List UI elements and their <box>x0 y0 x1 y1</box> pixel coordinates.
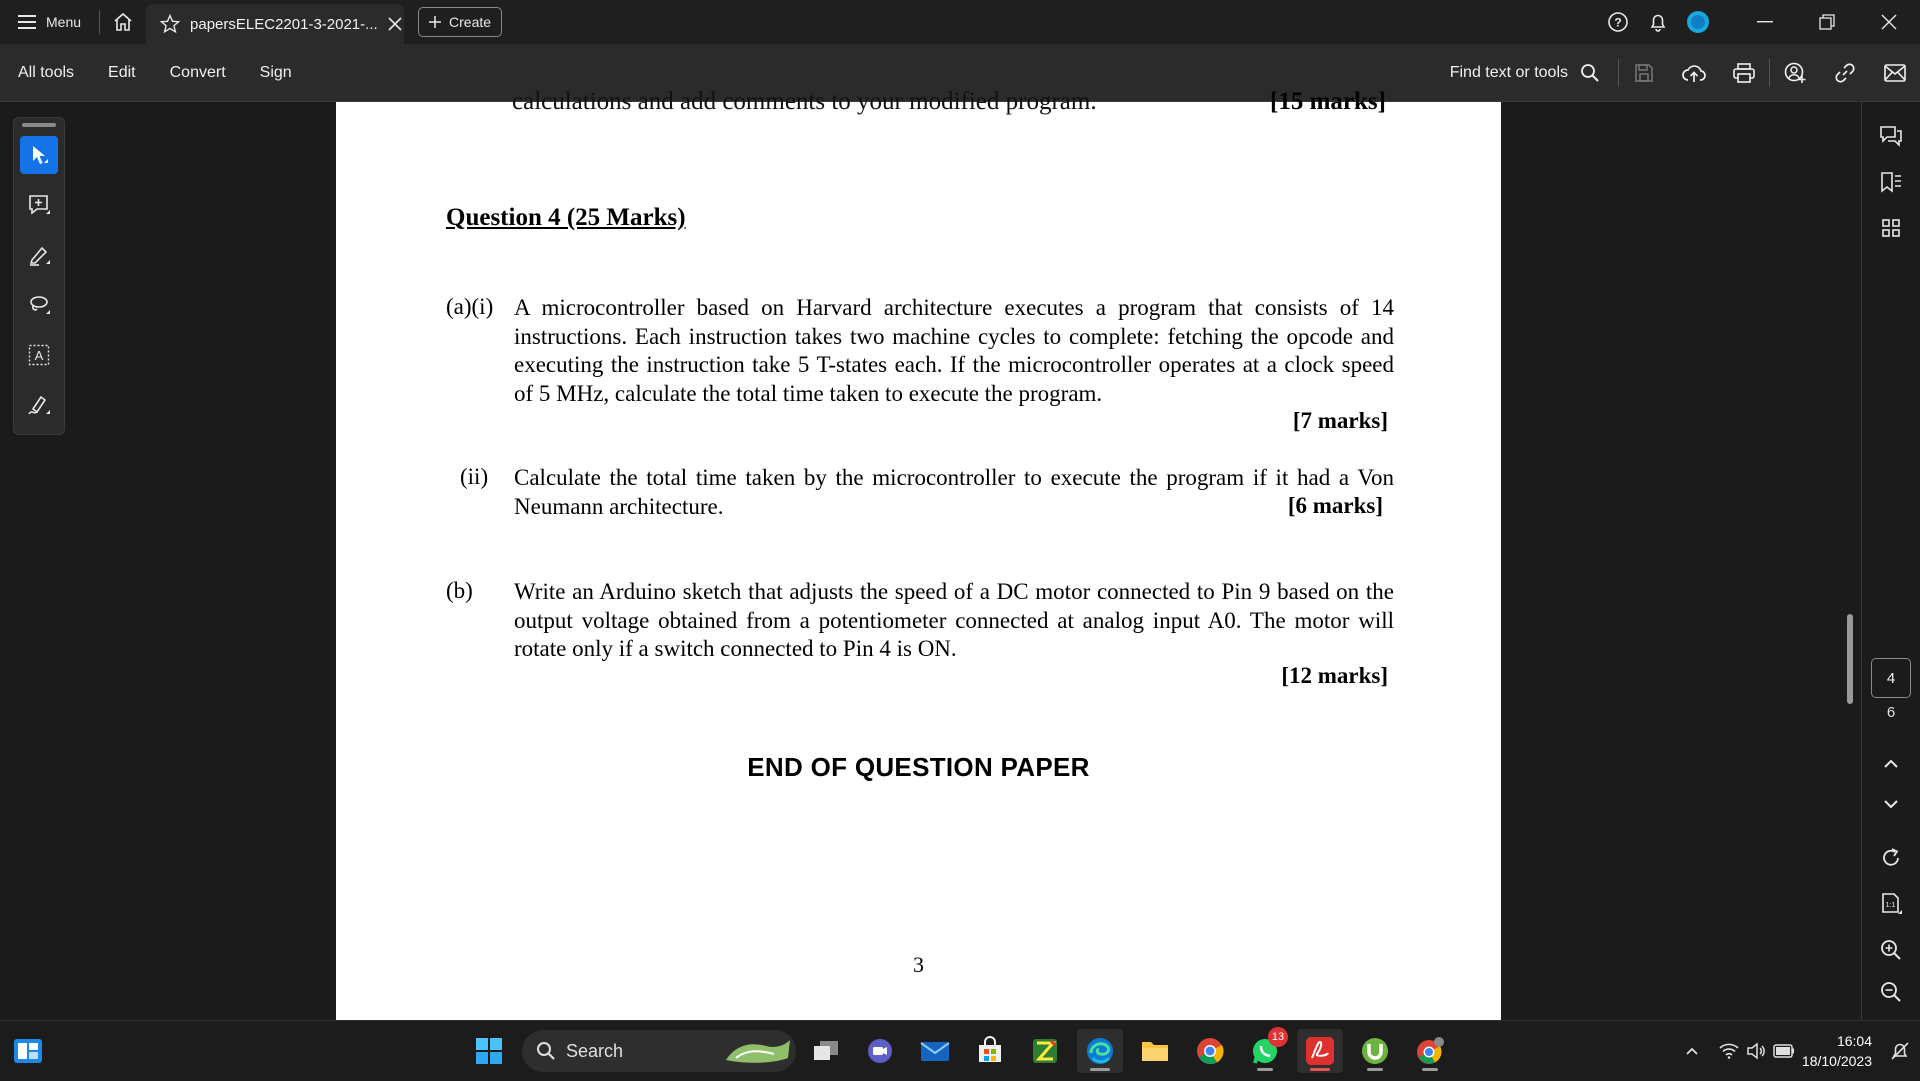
star-icon[interactable] <box>160 14 180 34</box>
printer-icon <box>1733 63 1755 83</box>
rotate-icon <box>1880 847 1902 869</box>
next-page-button[interactable] <box>1871 784 1911 824</box>
quick-tools-panel <box>13 117 65 435</box>
battery-icon <box>1773 1044 1795 1058</box>
page-fit-icon <box>1879 892 1903 916</box>
comments-icon <box>1879 125 1903 147</box>
upload-button[interactable] <box>1669 44 1719 102</box>
title-bar <box>0 0 1920 44</box>
date: 18/10/2023 <box>1801 1053 1872 1069</box>
add-comment-tool[interactable] <box>20 186 58 224</box>
end-of-paper-heading: END OF QUESTION PAPER <box>747 752 1090 782</box>
minimize-icon <box>1757 21 1773 23</box>
part-a-ii-marks: [6 marks] <box>1287 493 1383 518</box>
add-user-icon <box>1784 62 1806 84</box>
part-a-ii-text: Calculate the total time taken by the microcontroller to execute the program if it had a Von Neumann architecture. <box>514 465 1394 519</box>
search-highlight-icon <box>722 1036 792 1066</box>
toolbar-right <box>1450 44 1920 102</box>
mail-app-button[interactable] <box>912 1029 958 1073</box>
lasso-icon <box>27 293 51 317</box>
mail-app-icon <box>920 1039 950 1063</box>
edge-app-button[interactable] <box>1077 1029 1123 1073</box>
comment-add-icon <box>27 193 51 217</box>
volume-icon <box>1747 1043 1765 1059</box>
text-box-icon <box>27 343 51 367</box>
utorrent-icon <box>1360 1036 1390 1066</box>
highlight-tool[interactable] <box>20 236 58 274</box>
system-tray <box>1672 1021 1920 1081</box>
zoom-in-icon <box>1880 939 1902 961</box>
start-button[interactable] <box>466 1029 512 1073</box>
acrobat-icon <box>1305 1036 1335 1066</box>
notifications-button[interactable] <box>1638 0 1678 44</box>
cloud-upload-icon <box>1682 63 1706 83</box>
acrobat-app-button[interactable] <box>1297 1029 1343 1073</box>
search-label: Search <box>566 1040 624 1061</box>
search-icon <box>1580 63 1600 83</box>
document-tab[interactable] <box>146 4 404 44</box>
menu-button[interactable] <box>0 0 99 44</box>
search-icon <box>536 1041 556 1061</box>
avatar-icon <box>1686 10 1710 34</box>
wifi-icon <box>1719 1043 1739 1059</box>
find-tools-button[interactable] <box>1450 63 1618 83</box>
rotate-button[interactable] <box>1871 838 1911 878</box>
utorrent-app-button[interactable] <box>1352 1029 1398 1073</box>
task-view-icon <box>813 1040 839 1062</box>
mail-icon <box>1884 64 1906 82</box>
comments-panel-button[interactable] <box>1871 116 1911 156</box>
close-icon <box>1881 14 1897 30</box>
home-icon <box>113 12 133 32</box>
zip-app-icon <box>1031 1037 1059 1065</box>
store-app-button[interactable] <box>967 1029 1013 1073</box>
grid-icon <box>1881 218 1901 238</box>
chat-icon <box>866 1038 894 1064</box>
part-a-ii-label: (ii) <box>460 464 489 489</box>
teams-chat-button[interactable] <box>857 1029 903 1073</box>
home-button[interactable] <box>100 0 146 44</box>
cursor-icon <box>29 144 49 166</box>
zoom-out-icon <box>1880 981 1902 1003</box>
pdf-page <box>336 88 1501 1020</box>
hamburger-icon <box>18 15 36 29</box>
share-user-button[interactable] <box>1770 44 1820 102</box>
create-button[interactable] <box>418 7 502 37</box>
whatsapp-app-button[interactable] <box>1242 1029 1288 1073</box>
restore-button[interactable] <box>1796 0 1858 44</box>
sign-tool[interactable] <box>20 386 58 424</box>
svg-text:1:1: 1:1 <box>1885 902 1896 909</box>
chrome-icon <box>1415 1036 1445 1066</box>
chevron-up-icon <box>1685 1047 1699 1056</box>
edge-icon <box>1085 1036 1115 1066</box>
time: 16:04 <box>1836 1033 1872 1049</box>
title-bar-right <box>1598 0 1920 44</box>
menu-label: Menu <box>46 14 82 30</box>
part-a-i-label: (a)(i) <box>446 294 494 319</box>
bookmark-list-icon <box>1879 171 1903 193</box>
chevron-up-icon <box>1883 759 1899 769</box>
link-icon <box>1834 62 1856 84</box>
question-title: Question 4 (25 Marks) <box>446 204 686 231</box>
svg-text:A: A <box>34 348 44 363</box>
find-label: Find text or tools <box>1449 64 1568 81</box>
previous-question-tail: calculations and add comments to your modified program. <box>512 88 1097 115</box>
menu-convert[interactable]: Convert <box>169 63 226 81</box>
running-indicator <box>1090 1068 1110 1071</box>
email-button[interactable] <box>1870 44 1920 102</box>
chrome-app-button[interactable] <box>1187 1029 1233 1073</box>
minimize-button[interactable] <box>1734 0 1796 44</box>
current-page-field[interactable]: 4 <box>1871 658 1911 698</box>
clock[interactable] <box>1802 1031 1880 1071</box>
select-tool[interactable] <box>20 136 58 174</box>
menu-all-tools[interactable]: All tools <box>18 63 75 81</box>
unread-badge: 13 <box>1268 1027 1288 1047</box>
draw-tool[interactable] <box>20 286 58 324</box>
previous-page-button[interactable] <box>1871 744 1911 784</box>
close-tab-icon[interactable] <box>388 17 402 31</box>
menu-edit[interactable]: Edit <box>108 63 136 81</box>
quick-settings-button[interactable] <box>1712 1029 1802 1073</box>
part-b-label: (b) <box>446 578 473 603</box>
widgets-button[interactable] <box>5 1029 51 1073</box>
widgets-icon <box>13 1038 43 1064</box>
part-b-marks: [12 marks] <box>1281 663 1388 688</box>
signature-pen-icon <box>27 393 51 417</box>
document-area <box>0 88 1920 1020</box>
bell-icon <box>1647 11 1669 33</box>
svg-text:?: ? <box>1614 15 1622 30</box>
thumbnails-panel-button[interactable] <box>1871 208 1911 248</box>
panel-grip[interactable] <box>22 123 56 127</box>
link-button[interactable] <box>1820 44 1870 102</box>
help-icon <box>1607 11 1629 33</box>
running-indicator <box>1367 1068 1383 1071</box>
winrar-app-button[interactable] <box>1022 1029 1068 1073</box>
task-view-button[interactable] <box>803 1029 849 1073</box>
fit-page-button[interactable] <box>1871 884 1911 924</box>
taskbar-search[interactable] <box>522 1030 796 1072</box>
chrome-profile-button[interactable] <box>1407 1029 1453 1073</box>
windows-logo-icon <box>475 1037 503 1065</box>
bookmarks-panel-button[interactable] <box>1871 162 1911 202</box>
zoom-in-button[interactable] <box>1871 930 1911 970</box>
windows-taskbar <box>0 1020 1920 1080</box>
close-window-button[interactable] <box>1858 0 1920 44</box>
part-b-text: Write an Arduino sketch that adjusts the speed of a DC motor connected to Pin 9 based on the output voltage obtained from a potentiometer connected at analog input A0. The motor will rotate only if a switch connected to Pin 4 is ON. <box>514 579 1394 661</box>
running-indicator <box>1422 1068 1438 1071</box>
vertical-scrollbar[interactable] <box>1847 614 1853 704</box>
running-indicator <box>1257 1068 1273 1071</box>
notification-center-button[interactable] <box>1880 1029 1920 1073</box>
previous-question-marks: [15 marks] <box>1270 88 1386 115</box>
help-button[interactable] <box>1598 0 1638 44</box>
part-a-i-marks: [7 marks] <box>1292 408 1388 433</box>
folder-icon <box>1140 1038 1170 1064</box>
store-icon <box>976 1037 1004 1065</box>
show-hidden-icons-button[interactable] <box>1672 1029 1712 1073</box>
print-button[interactable] <box>1719 44 1769 102</box>
notification-bell-icon <box>1890 1041 1910 1061</box>
divider <box>1861 102 1862 1020</box>
active-indicator <box>1310 1068 1330 1071</box>
zoom-out-button[interactable] <box>1871 972 1911 1012</box>
chrome-icon <box>1195 1036 1225 1066</box>
save-icon <box>1634 63 1654 83</box>
profile-button[interactable] <box>1678 0 1718 44</box>
menu-sign[interactable]: Sign <box>259 63 292 81</box>
tab-title: papersELEC2201-3-2021-... <box>190 15 378 33</box>
text-box-tool[interactable] <box>20 336 58 374</box>
part-a-i-text: A microcontroller based on Harvard architecture executes a program that consists of 14 instructions. Each instruction takes two machine cycles to complete: fetching the opcode and executing the instruction take 5 T-states each. If the microcontroller operates at a clock speed of 5 MHz, calculate the total time taken to execute the program. <box>514 295 1394 406</box>
highlighter-icon <box>27 243 51 267</box>
total-pages: 6 <box>1886 704 1896 721</box>
restore-icon <box>1819 14 1835 30</box>
chevron-down-icon <box>1883 799 1899 809</box>
file-explorer-button[interactable] <box>1132 1029 1178 1073</box>
plus-icon <box>429 16 441 28</box>
create-label: Create <box>449 14 492 30</box>
save-button[interactable] <box>1619 44 1669 102</box>
page-number: 3 <box>913 952 924 977</box>
